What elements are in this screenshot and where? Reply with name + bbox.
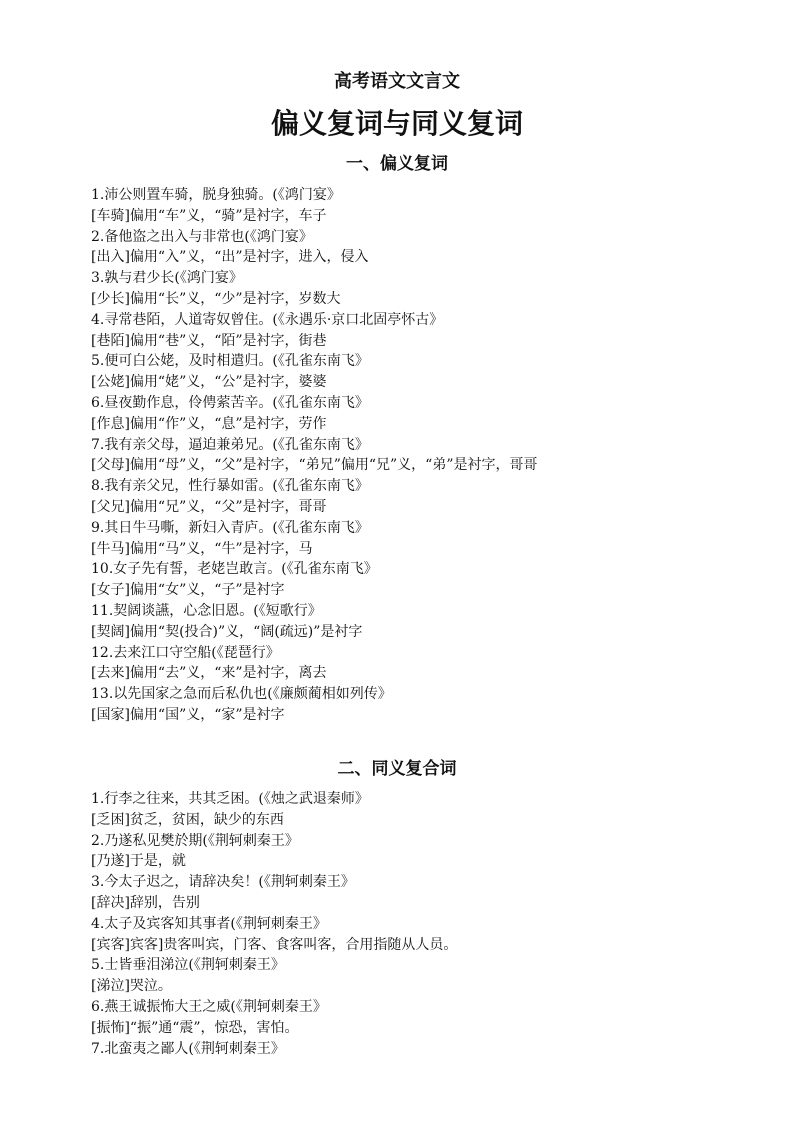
explanation-line: [契阔]偏用“契(投合)”义，“阔(疏远)”是衬字 xyxy=(91,623,363,640)
example-sentence: 4.寻常巷陌，人道寄奴曾住。(《永遇乐·京口北固亭怀古》 xyxy=(91,311,444,328)
example-sentence: 3.今太子迟之，请辞决矣！(《荆轲刺秦王》 xyxy=(91,874,355,891)
example-sentence: 9.其日牛马嘶，新妇入青庐。(《孔雀东南飞》 xyxy=(91,519,369,536)
example-sentence: 5.士皆垂泪涕泣(《荆轲刺秦王》 xyxy=(91,957,285,974)
example-sentence: 7.北蛮夷之鄙人(《荆轲刺秦王》 xyxy=(91,1040,285,1057)
explanation-line: [公姥]偏用“姥”义，“公”是衬字，婆婆 xyxy=(91,374,327,391)
explanation-line: [巷陌]偏用“巷”义，“陌”是衬字，街巷 xyxy=(91,332,327,349)
document-title: 偏义复词与同义复词 xyxy=(270,107,523,140)
example-sentence: 4.太子及宾客知其事者(《荆轲刺秦王》 xyxy=(91,915,327,932)
explanation-line: [车骑]偏用“车”义，“骑”是衬字，车子 xyxy=(91,207,327,224)
explanation-line: [少长]偏用“长”义，“少”是衬字，岁数大 xyxy=(91,290,341,307)
explanation-line: [牛马]偏用“马”义，“牛”是衬字，马 xyxy=(91,540,313,557)
example-sentence: 11.契阔谈讌，心念旧恩。(《短歌行》 xyxy=(91,602,322,619)
explanation-line: [宾客]宾客]贵客叫宾，门客、食客叫客，合用指随从人员。 xyxy=(91,936,458,953)
document-subtitle: 高考语文文言文 xyxy=(334,71,460,92)
example-sentence: 2.乃遂私见樊於期(《荆轲刺秦王》 xyxy=(91,832,299,849)
explanation-line: [辞决]辞别，告别 xyxy=(91,894,200,911)
explanation-line: [女子]偏用“女”义，“子”是衬字 xyxy=(91,582,285,599)
example-sentence: 1.行李之往来，共其乏困。(《烛之武退秦师》 xyxy=(91,791,369,807)
section-heading-tongyi: 二、同义复合词 xyxy=(337,759,457,779)
explanation-line: [乃遂]于是，就 xyxy=(91,853,186,870)
example-sentence: 5.便可白公姥，及时相遣归。(《孔雀东南飞》 xyxy=(91,353,369,370)
section-heading-pianyi: 一、偏义复词 xyxy=(346,154,448,174)
example-sentence: 1.沛公则置车骑，脱身独骑。(《鸿门宴》 xyxy=(91,187,341,203)
example-sentence: 13.以先国家之急而后私仇也(《廉颇蔺相如列传》 xyxy=(91,686,392,703)
explanation-line: [国家]偏用“国”义，“家”是衬字 xyxy=(91,706,285,723)
tongyi-list xyxy=(91,789,781,1059)
example-sentence: 6.昼夜勤作息，伶俜萦苦辛。(《孔雀东南飞》 xyxy=(91,394,369,411)
explanation-line: [涕泣]哭泣。 xyxy=(91,978,172,995)
example-sentence: 8.我有亲父兄，性行暴如雷。(《孔雀东南飞》 xyxy=(91,478,369,495)
pianyi-list xyxy=(91,185,781,726)
explanation-line: [振怖]“振”通“震”，惊恐，害怕。 xyxy=(91,1019,299,1036)
explanation-line: [去来]偏用“去”义，“来”是衬字，离去 xyxy=(91,665,327,682)
explanation-line: [父兄]偏用“兄”义，“父”是衬字，哥哥 xyxy=(91,498,327,515)
example-sentence: 6.燕王诚振怖大王之威(《荆轲刺秦王》 xyxy=(91,998,327,1015)
example-sentence: 3.孰与君少长(《鸿门宴》 xyxy=(91,270,243,287)
example-sentence: 12.去来江口守空船(《琵琶行》 xyxy=(91,644,280,661)
explanation-line: [父母]偏用“母”义，“父”是衬字，“弟兄”偏用“兄”义，“弟”是衬字，哥哥 xyxy=(91,457,538,474)
explanation-line: [出入]偏用“入”义，“出”是衬字，进入，侵入 xyxy=(91,249,369,266)
example-sentence: 7.我有亲父母，逼迫兼弟兄。(《孔雀东南飞》 xyxy=(91,436,369,453)
explanation-line: [乏困]贫乏，贫困，缺少的东西 xyxy=(91,811,284,828)
example-sentence: 10.女子先有誓，老姥岂敢言。(《孔雀东南飞》 xyxy=(91,561,378,578)
example-sentence: 2.备他盗之出入与非常也(《鸿门宴》 xyxy=(91,228,313,245)
explanation-line: [作息]偏用“作”义，“息”是衬字，劳作 xyxy=(91,415,327,432)
